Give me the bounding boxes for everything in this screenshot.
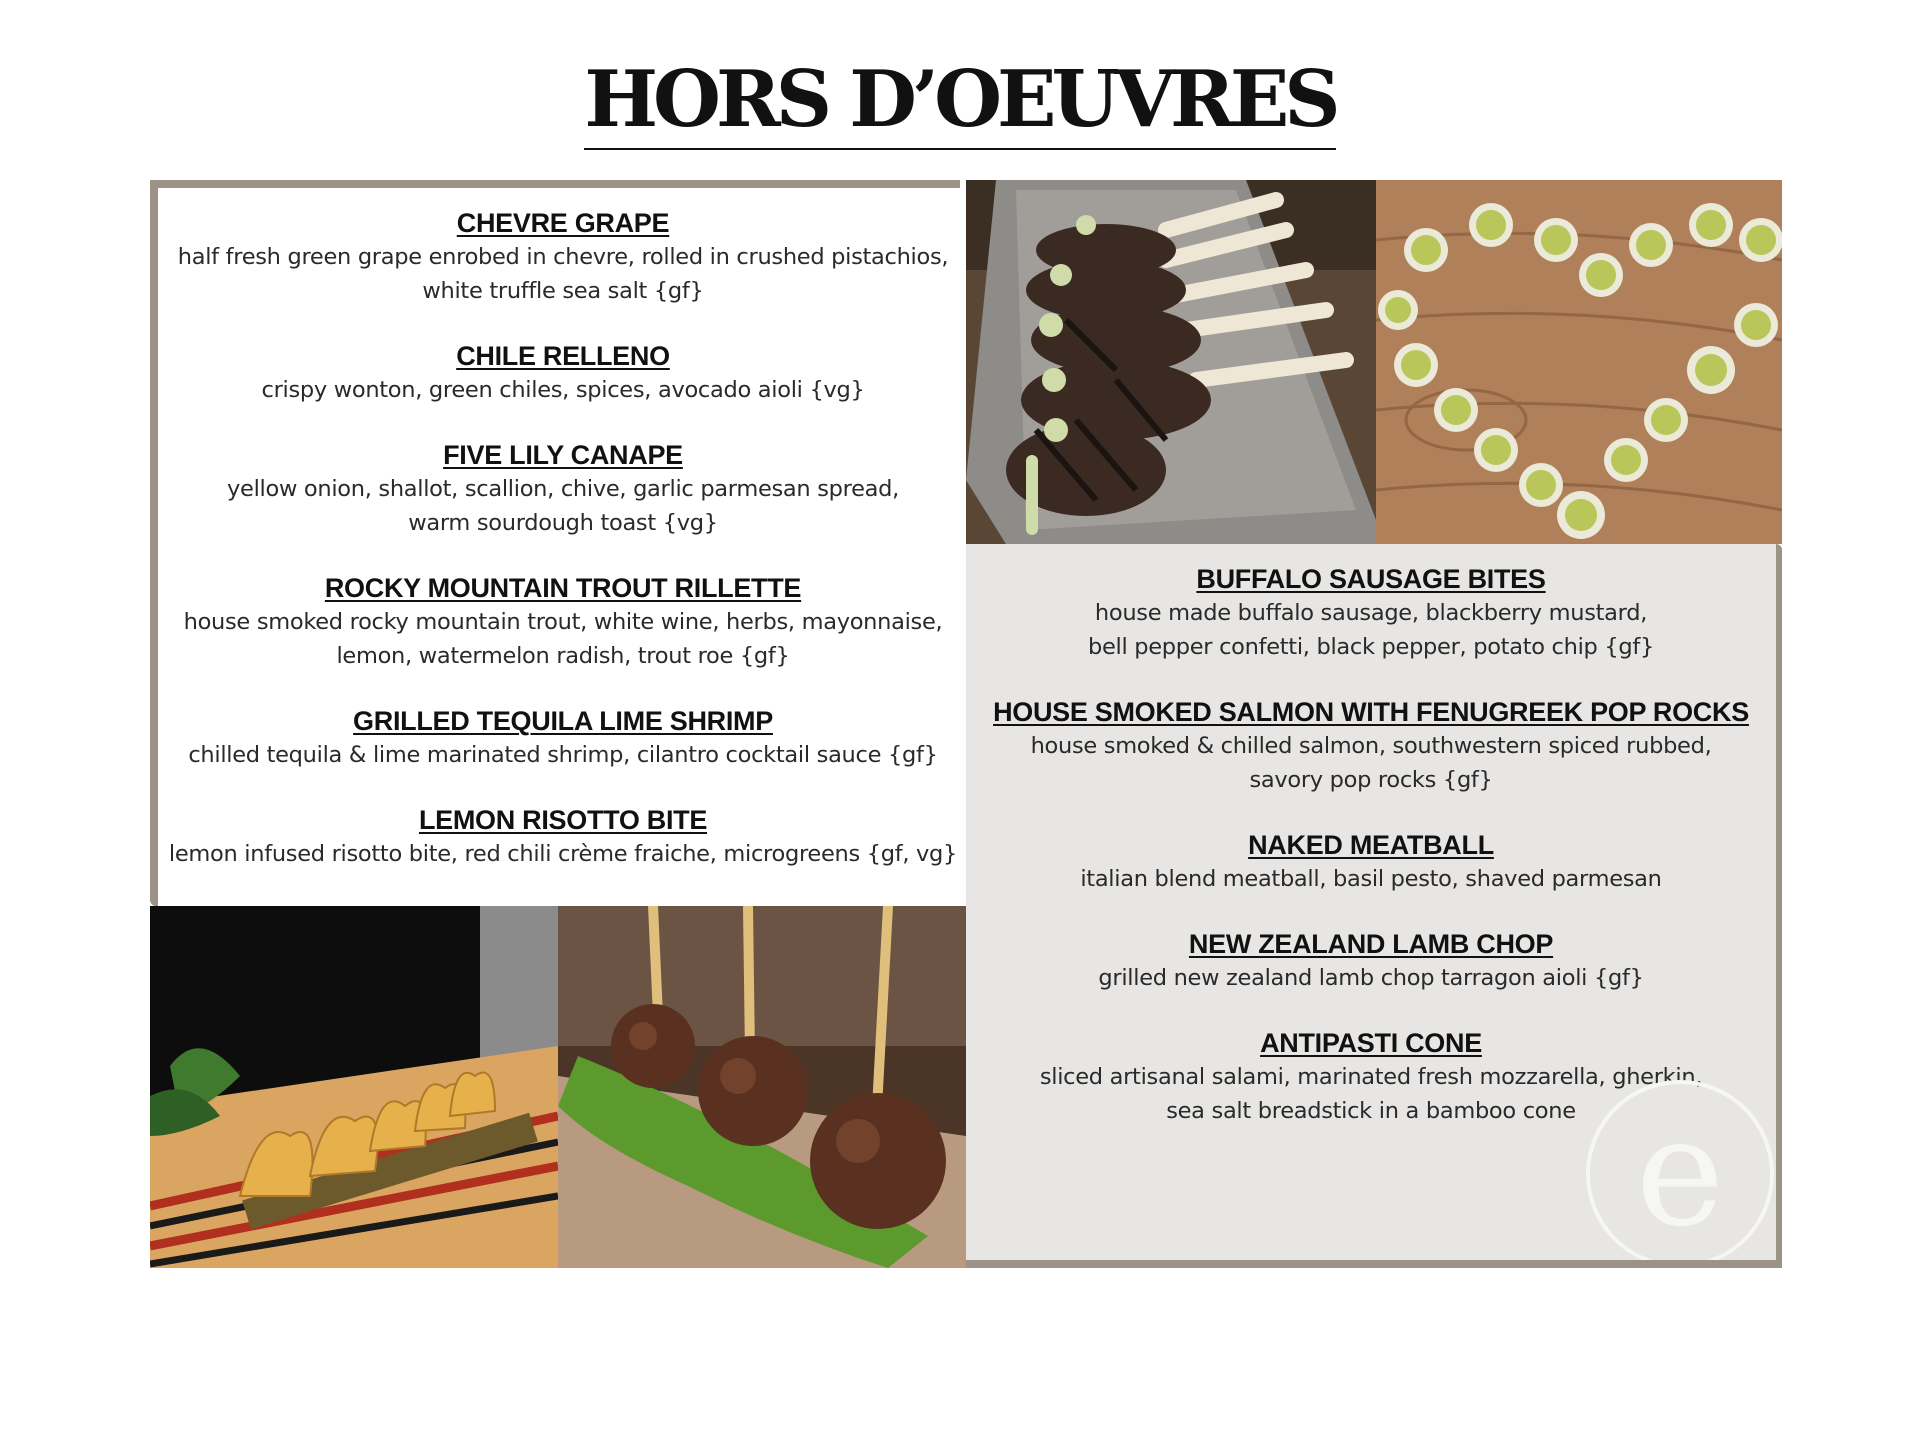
chile-relleno-wonton-photo <box>150 906 558 1268</box>
left-menu-panel <box>150 180 960 906</box>
menu-item-description: grilled new zealand lamb chop tarragon aioli {gf} <box>1098 965 1644 991</box>
menu-item <box>158 573 968 672</box>
menu-frame <box>150 180 1782 1268</box>
menu-item <box>158 341 968 406</box>
svg-text:e: e <box>1635 1086 1725 1260</box>
menu-item <box>966 564 1776 663</box>
page-title: HORS D’OEUVRES <box>0 52 1920 150</box>
lamb-chop-photo <box>966 180 1376 544</box>
menu-item-description: warm sourdough toast {vg} <box>408 510 718 536</box>
right-menu-panel <box>966 544 1782 1268</box>
menu-item-name: NAKED MEATBALL <box>1248 830 1494 860</box>
menu-item-name: GRILLED TEQUILA LIME SHRIMP <box>353 706 773 736</box>
menu-item-description: house smoked rocky mountain trout, white wine, herbs, mayonnaise, <box>183 609 943 635</box>
menu-item-name: ROCKY MOUNTAIN TROUT RILLETTE <box>324 573 802 603</box>
menu-item-description: chilled tequila & lime marinated shrimp, cilantro cocktail sauce {gf} <box>188 742 938 768</box>
menu-item <box>158 706 968 771</box>
meatball-photo <box>558 906 966 1268</box>
menu-item <box>158 805 968 870</box>
menu-item <box>966 830 1776 895</box>
logo-watermark <box>1580 1074 1780 1268</box>
menu-item-description: sea salt breadstick in a bamboo cone <box>1166 1098 1576 1124</box>
menu-item-description: crispy wonton, green chiles, spices, avocado aioli {vg} <box>261 377 865 403</box>
menu-item-description: white truffle sea salt {gf} <box>422 278 704 304</box>
menu-item-description: yellow onion, shallot, scallion, chive, garlic parmesan spread, <box>227 476 899 502</box>
menu-item-description: house made buffalo sausage, blackberry mustard, <box>1094 600 1648 626</box>
menu-item-name: LEMON RISOTTO BITE <box>418 805 708 835</box>
menu-item-description: lemon infused risotto bite, red chili crème fraiche, microgreens {gf, vg} <box>168 841 958 867</box>
menu-item <box>158 208 968 307</box>
menu-item-description: italian blend meatball, basil pesto, shaved parmesan <box>1080 866 1662 892</box>
menu-item-name: FIVE LILY CANAPE <box>443 440 683 470</box>
menu-item-description: house smoked & chilled salmon, southwestern spiced rubbed, <box>1030 733 1712 759</box>
menu-item-description: savory pop rocks {gf} <box>1249 767 1493 793</box>
menu-item-name: HOUSE SMOKED SALMON WITH FENUGREEK POP ROCKS <box>993 697 1749 727</box>
menu-item-description: sliced artisanal salami, marinated fresh mozzarella, gherkin, <box>1039 1064 1703 1090</box>
menu-item <box>158 440 968 539</box>
menu-item-name: ANTIPASTI CONE <box>1260 1028 1482 1058</box>
menu-item-name: CHILE RELLENO <box>456 341 670 371</box>
menu-item-description: lemon, watermelon radish, trout roe {gf} <box>336 643 790 669</box>
chevre-grape-heart-photo <box>1376 180 1782 544</box>
menu-item-name: BUFFALO SAUSAGE BITES <box>1196 564 1546 594</box>
right-menu-list <box>966 564 1776 1161</box>
menu-item-name: CHEVRE GRAPE <box>456 208 670 238</box>
menu-item-name: NEW ZEALAND LAMB CHOP <box>1188 929 1554 959</box>
menu-item-description: half fresh green grape enrobed in chevre, rolled in crushed pistachios, <box>177 244 949 270</box>
menu-item-description: bell pepper confetti, black pepper, potato chip {gf} <box>1088 634 1654 660</box>
menu-item <box>966 697 1776 796</box>
left-menu-list <box>158 208 968 904</box>
menu-item <box>966 929 1776 994</box>
